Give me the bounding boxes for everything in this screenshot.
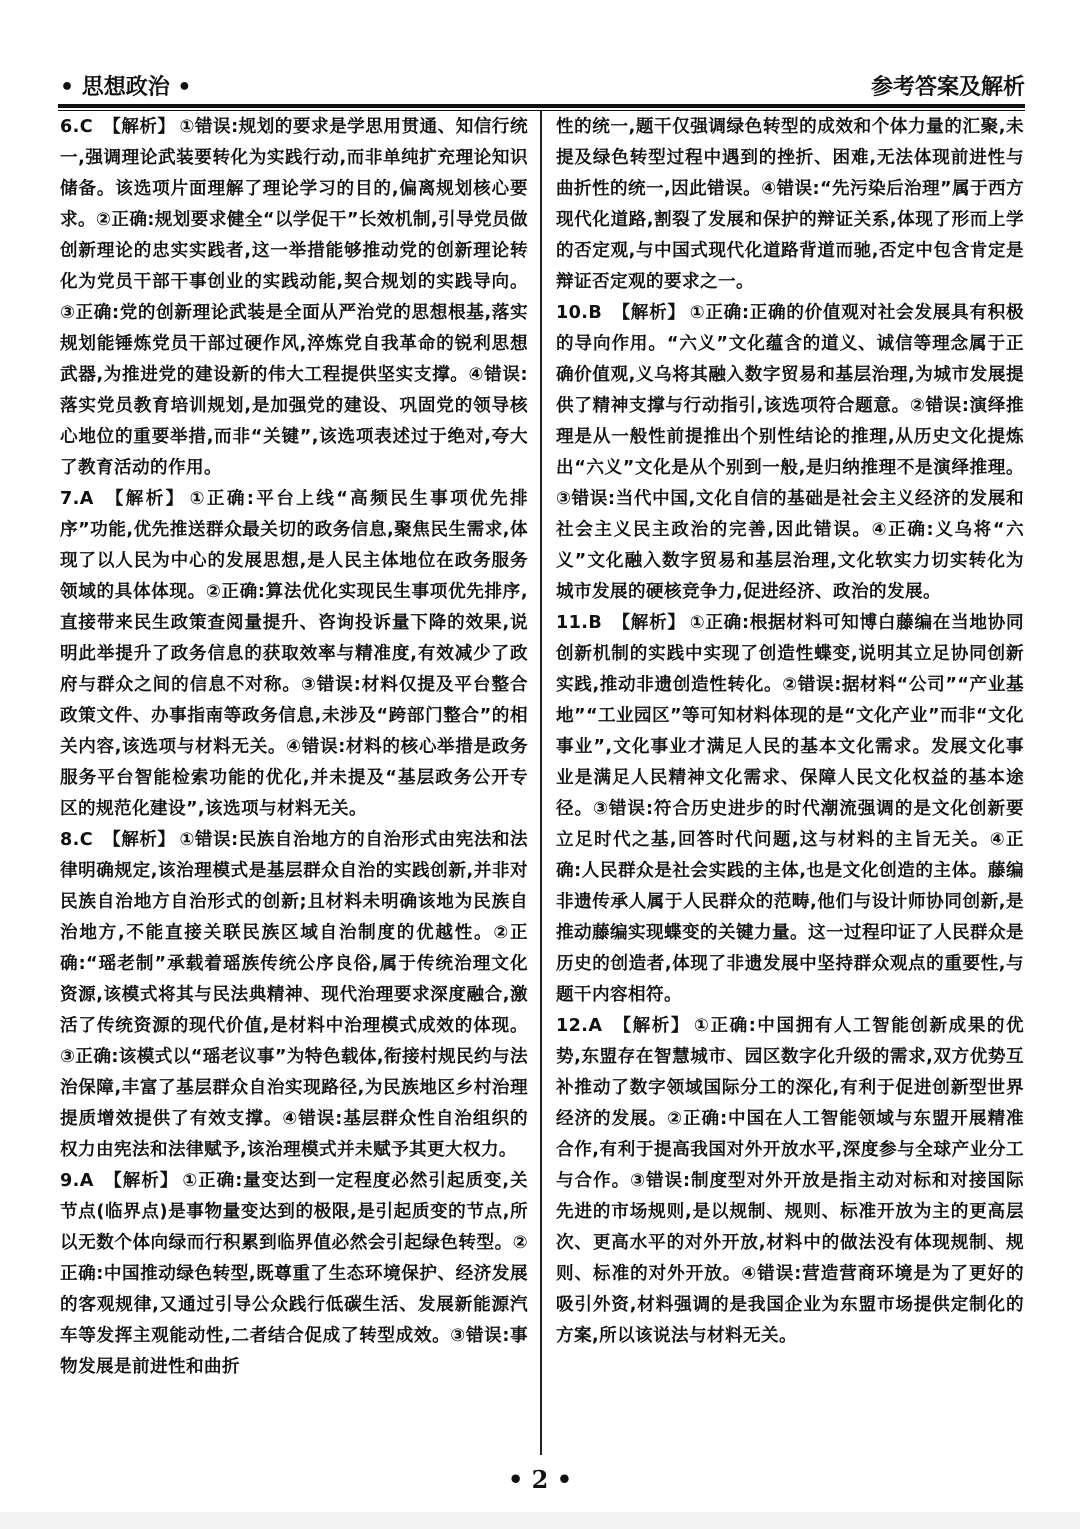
answer-number: 11.B: [556, 613, 603, 633]
answer-number: 6.C: [60, 117, 94, 137]
answer-number: 8.C: [60, 830, 94, 850]
answer-text: ①正确:平台上线“高频民生事项优先排序”功能,优先推送群众最关切的政务信息,聚焦民生需求,体现了以人民为中心的发展思想,是人民主体地位在政务服务领域的具体体现。②正确:算法优化实现民生事项优先排序,直接带来民生政策查阅量提升、咨询投诉量下降的效果,说明此举提升了政务信息的获取效率与精准度,有效减少了政府与群众之间的信息不对称。③错误:材料仅提及平台整合政策文件、办事指南等政务信息,未涉及“跨部门整合”的相关内容,该选项与材料无关。④错误:材料的核心举措是政务服务平台智能检索功能的优化,并未提及“基层政务公开专区的规范化建设”,该选项与材料无关。: [60, 489, 528, 819]
analysis-tag: 【解析】: [103, 1171, 179, 1191]
answer-text: 性的统一,题干仅强调绿色转型的成效和个体力量的汇聚,未提及绿色转型过程中遇到的挫折、困难,无法体现前进性与曲折性的统一,因此错误。④错误:“先污染后治理”属于西方现代化道路,割裂了发展和保护的辩证关系,体现了形而上学的否定观,与中国式现代化道路背道而驰,否定中包含肯定是辩证否定观的要求之一。: [556, 117, 1024, 292]
subject-title: • 思想政治 •: [60, 74, 192, 100]
answer-text: ①错误:民族自治地方的自治形式由宪法和法律明确规定,该治理模式是基层群众自治的实践创新,并非对民族自治地方自治形式的创新;且材料未明确该地为民族自治地方,不能直接关联民族区域自治制度的优越性。②正确:“瑶老制”承载着瑶族传统公序良俗,属于传统治理文化资源,该模式将其与民法典精神、现代治理要求深度融合,激活了传统资源的现代价值,是材料中治理模式成效的体现。③正确:该模式以“瑶老议事”为特色载体,衔接村规民约与法治保障,丰富了基层群众自治实现路径,为民族地区乡村治理提质增效提供了有效支撑。④错误:基层群众性自治组织的权力由宪法和法律赋予,该治理模式并未赋予其更大权力。: [60, 830, 528, 1160]
analysis-tag: 【解析】: [612, 303, 686, 323]
answer-6: [60, 112, 528, 484]
analysis-tag: 【解析】: [612, 613, 686, 633]
answer-10: [556, 298, 1024, 608]
scan-edge: [0, 1512, 1080, 1529]
answer-8: [60, 825, 528, 1166]
answer-text: ①正确:正确的价值观对社会发展具有积极的导向作用。“六义”文化蕴含的道义、诚信等理念属于正确价值观,义乌将其融入数字贸易和基层治理,为城市发展提供了精神支撑与行动指引,该选项符合题意。②错误:演绎推理是从一般性前提推出个别性结论的推理,从历史文化提炼出“六义”文化是从个别到一般,是归纳推理不是演绎推理。③错误:当代中国,文化自信的基础是社会主义经济的发展和社会主义民主政治的完善,因此错误。④正确:义乌将“六义”文化融入数字贸易和基层治理,文化软实力切实转化为城市发展的硬核竞争力,促进经济、政治的发展。: [556, 303, 1024, 602]
answer-text: ①正确:量变达到一定程度必然引起质变,关节点(临界点)是事物量变达到的极限,是引起质变的节点,所以无数个体向绿而行积累到临界值必然会引起绿色转型。②正确:中国推动绿色转型,既尊重了生态环境保护、经济发展的客观规律,又通过引导公众践行低碳生活、发展新能源汽车等发挥主观能动性,二者结合促成了转型成效。③错误:事物发展是前进性和曲折: [60, 1171, 528, 1377]
answer-9-continued: [556, 112, 1024, 298]
column-divider: [540, 110, 542, 1455]
analysis-tag: 【解析】: [612, 1016, 691, 1036]
answer-7: [60, 484, 528, 825]
answer-9: [60, 1166, 528, 1383]
answer-number: 10.B: [556, 303, 603, 323]
answer-text: ①正确:根据材料可知博白藤编在当地协同创新机制的实践中实现了创造性蝶变,说明其立足协同创新实践,推动非遗创造性转化。②错误:据材料“公司”“产业基地”“工业园区”等可知材料体现的是“文化产业”而非“文化事业”,文化事业才满足人民的基本文化需求。发展文化事业是满足人民精神文化需求、保障人民文化权益的基本途径。③错误:符合历史进步的时代潮流强调的是文化创新要立足时代之基,回答时代问题,这与材料的主旨无关。④正确:人民群众是社会实践的主体,也是文化创造的主体。藤编非遗传承人属于人民群众的范畴,他们与设计师协同创新,是推动藤编实现蝶变的关键力量。这一过程印证了人民群众是历史的创造者,体现了非遗发展中坚持群众观点的重要性,与题干内容相符。: [556, 613, 1024, 1005]
answer-text: ①错误:规划的要求是学思用贯通、知信行统一,强调理论武装要转化为实践行动,而非单纯扩充理论知识储备。该选项片面理解了理论学习的目的,偏离规划核心要求。②正确:规划要求健全“以学促干”长效机制,引导党员做创新理论的忠实实践者,这一举措能够推动党的创新理论转化为党员干部干事创业的实践动能,契合规划的实践导向。③正确:党的创新理论武装是全面从严治党的思想根基,落实规划能锤炼党员干部过硬作风,淬炼党自我革命的锐利思想武器,为推进党的建设新的伟大工程提供坚实支撑。④错误:落实党员教育培训规划,是加强党的建设、巩固党的领导核心地位的重要举措,而非“关键”,该选项表述过于绝对,夸大了教育活动的作用。: [60, 117, 528, 478]
left-column: [60, 112, 528, 1383]
answer-number: 9.A: [60, 1171, 94, 1191]
answer-number: 7.A: [60, 489, 94, 509]
page-header: [60, 68, 1025, 102]
header-rule: [58, 104, 1025, 108]
answer-12: [556, 1011, 1024, 1352]
answer-11: [556, 608, 1024, 1011]
analysis-tag: 【解析】: [103, 830, 176, 850]
answer-text: ①正确:中国拥有人工智能创新成果的优势,东盟存在智慧城市、园区数字化升级的需求,双方优势互补推动了数字领域国际分工的深化,有利于促进创新型世界经济的发展。②正确:中国在人工智能领域与东盟开展精准合作,有利于提高我国对外开放水平,深度参与全球产业分工与合作。③错误:制度型对外开放是指主动对标和对接国际先进的市场规则,是以规制、规则、标准开放为主的更高层次、更高水平的对外开放,材料中的做法没有体现规制、规则、标准的对外开放。④错误:营造营商环境是为了更好的吸引外资,材料强调的是我国企业为东盟市场提供定制化的方案,所以该说法与材料无关。: [556, 1016, 1024, 1346]
answer-number: 12.A: [556, 1016, 603, 1036]
right-column: [556, 112, 1024, 1352]
analysis-tag: 【解析】: [103, 489, 186, 509]
section-title: 参考答案及解析: [870, 74, 1025, 100]
page-number: • 2 •: [507, 1465, 573, 1494]
analysis-tag: 【解析】: [103, 117, 176, 137]
